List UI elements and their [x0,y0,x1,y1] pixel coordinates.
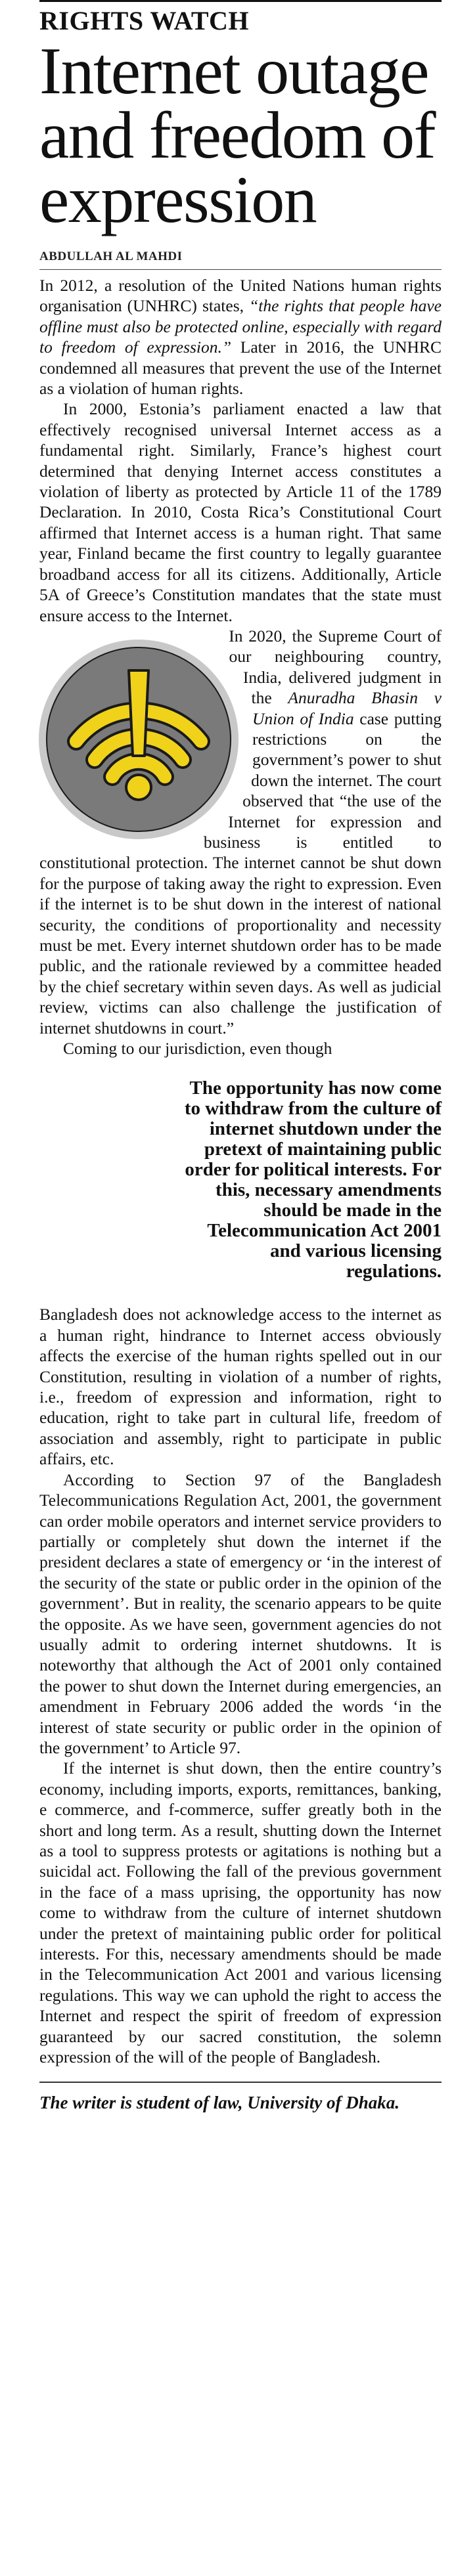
paragraph-1 [39,275,442,399]
author-note: The writer is student of law, University of Dhaka. [39,2093,400,2113]
paragraph-3-text-a: In 2020, the Supreme Court of our neighbouring country, India, delivered judgment in the [229,626,442,708]
footer-divider [39,2082,442,2083]
headline: Internet outage and freedom of expression [39,34,436,237]
wifi-warning-icon [37,631,240,848]
paragraph-7: If the internet is shut down, then the entire country’s economy, including imports, exports, remittances, banking, e commerce, and f-commerce, suffer greatly both in the short and long term. As a result, shutting down the Internet as a tool to suppress protests or agitations is nothing but a suicidal act. Following the fall of the previous government in the face of a mass uprising, the opportunity has now come to withdraw from the culture of internet shutdown under the pretext of maintaining public order for political interests. For this, necessary amendments should be made in the Telecommunication Act 2001 and various licensing regulations. This way we can uphold the right to access the Internet and respect the spirit of freedom of expression guaranteed by our sacred constitution, the solemn expression of the will of the people of Bangladesh. [39,1758,442,2067]
paragraph-4: Coming to our jurisdiction, even though [63,1039,332,1059]
paragraph-2: In 2000, Estonia’s parliament enacted a law that effectively recognised universal Internet access as a fundamental right. Similarly, France’s highest court determined that denying Internet access constitutes a violation of liberty as protected by Article 11 of the 1789 Declaration. In 2010, Costa Rica’s Constitutional Court affirmed that Internet access is a human right. That same year, Finland became the first country to legally guarantee broadband access for all its citizens. Additionally, Article 5A of Greece’s Constitution mandates that the state must ensure access to the Internet. [39,399,442,625]
paragraph-6: According to Section 97 of the Bangladesh Telecommunications Regulation Act, 2001, the government can order mobile operators and internet service providers to partially or completely shut down the internet if the president declares a state of emergency or ‘in the interest of the security of the state or public order in the opinion of the government’. But in reality, the scenario appears to be quite the opposite. As we have seen, government agencies do not usually admit to ordering internet shutdowns. It is noteworthy that although the Act of 2001 only contained the power to shut down the Internet during emergencies, an amendment in February 2006 added the words ‘in the interest of state security or public order in the opinion of the government’ to Article 97. [39,1470,442,1757]
paragraph-5: Bangladesh does not acknowledge access to the internet as a human right, hindrance to Internet access obviously affects the exercise of the human rights spelled out in our Constitution, resulting in violation of a number of rights, i.e., freedom of expression and information, right to education, right to take part in cultural life, freedom of association and assembly, right to participate in public affairs, etc. [39,1305,442,1469]
paragraph-3 [39,626,442,1038]
paragraph-1-text-b: Later in 2016, the UNHRC condemned all measures that prevent the use of the Internet as a violation of human rights. [39,338,442,399]
paragraph-3-text-b: case putting restrictions on the government’s power to shut down the internet. The court observed that “the use of the Internet for expression and business is entitled to constitutional protection. The internet cannot be shut down for the purpose of taking away the right to expression. Even if the internet is to be shut down in the interest of national security, the conditions of proportionality and necessity must be met. Every internet shutdown order has to be made public, and the rationale reviewed by a committee headed by the chief secretary within seven days. As well as judicial review, victims can also challenge the justification of internet shutdowns in court.” [39,709,442,1037]
case-name: Anuradha Bhasin v Union of India [252,688,442,728]
article-body [39,275,442,2067]
pull-quote: The opportunity has now come to withdraw from the culture of internet shutdown under the pretext of maintaining public order for political interests. For this, necessary amendments should be made in the Telecommunication Act 2001 and various licensing regulations. [184,1078,442,1282]
byline-divider [39,269,442,270]
unhrc-quote: “the rights that people have offline must also be protected online, especially with regard to freedom of expression.” [39,296,442,357]
byline: ABDULLAH AL MAHDI [39,250,183,263]
paragraph-1-text-a: In 2012, a resolution of the United Nations human rights organisation (UNHRC) states, [39,276,442,316]
section-kicker: RIGHTS WATCH [39,6,250,35]
top-rule [39,0,442,2]
